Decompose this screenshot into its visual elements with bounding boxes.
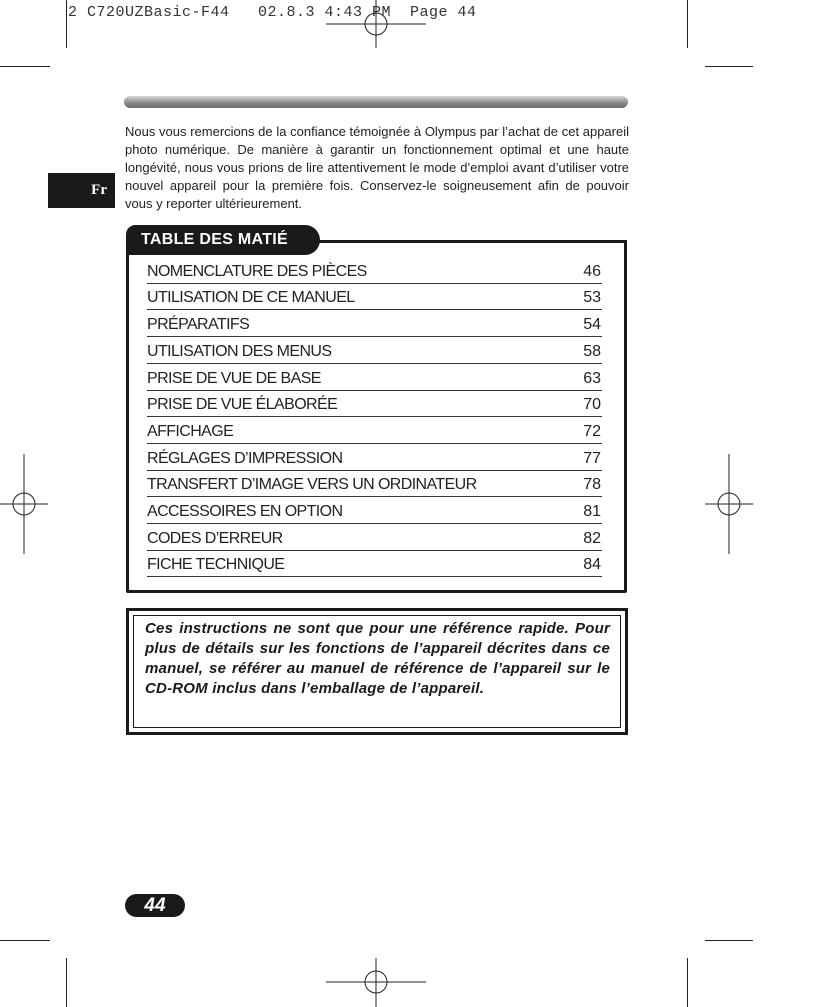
toc-entry-page: 77 [583,449,601,467]
toc-entry [147,311,602,337]
toc-entry [147,391,602,417]
toc-entry [147,338,602,364]
toc-entry-page: 78 [583,476,601,494]
toc-entry [147,552,602,578]
toc-entry-label: PRISE DE VUE DE BASE [147,369,321,387]
toc-entry-page: 63 [583,369,601,387]
toc-entry-page: 53 [583,289,601,307]
language-tab: Fr [48,173,115,208]
toc-entry-label: ACCESSOIRES EN OPTION [147,502,343,520]
print-slug: 2 C720UZBasic-F44 02.8.3 4:43 PM Page 44 [68,4,477,21]
intro-paragraph: Nous vous remercions de la confiance témoignée à Olympus par l’achat de cet appareil photo numérique. De manière à garantir un fonctionnement optimal et une haute longévité, nous vous prions de lire attentivement le mode d’emploi avant d’utiliser votre nouvel appareil pour la première fois. Conservez-le soigneusement afin de pouvoir vous y reporter ultérieurement. [125,124,629,211]
toc-entry-label: TRANSFERT D’IMAGE VERS UN ORDINATEUR [147,476,477,494]
toc-entry-page: 81 [583,502,601,520]
toc-entry-label: PRÉPARATIFS [147,316,250,334]
registration-mark-bottom-icon [326,958,426,1007]
toc-entry [147,418,602,444]
toc-entry [147,285,602,311]
toc-entry-page: 70 [583,396,601,414]
header-bar [124,96,628,108]
registration-mark-left-icon [0,454,48,554]
toc-entry-label: RÉGLAGES D’IMPRESSION [147,449,343,467]
registration-mark-top-icon [326,0,426,48]
toc-entry-label: CODES D’ERREUR [147,529,283,547]
toc-entry-label: FICHE TECHNIQUE [147,556,285,574]
registration-mark-right-icon [705,454,753,554]
toc-entry [147,472,602,498]
toc-entry [147,445,602,471]
toc-entry-label: UTILISATION DES MENUS [147,342,332,360]
toc-entry [147,498,602,524]
note-text: Ces instructions ne sont que pour une référence rapide. Pour plus de détails sur les fonctions de l’appareil décrites dans ce manuel, se référer au manuel de référence de l’appareil sur le CD-ROM inclus dans l’emballage de l’appareil. [145,620,610,697]
toc-entry-label: AFFICHAGE [147,422,234,440]
toc-title: TABLE DES MATIÉ [126,225,320,255]
toc-entry-page: 72 [583,422,601,440]
toc-list [147,258,602,578]
toc-entry-label: NOMENCLATURE DES PIÈCES [147,262,367,280]
toc-entry [147,365,602,391]
toc-entry [147,525,602,551]
toc-entry-label: PRISE DE VUE ÉLABORÉE [147,396,338,414]
toc-entry [147,258,602,284]
toc-entry-page: 58 [583,342,601,360]
page-number: 44 [125,894,185,917]
toc-entry-label: UTILISATION DE CE MANUEL [147,289,355,307]
toc-entry-page: 82 [583,529,601,547]
toc-entry-page: 84 [583,556,601,574]
toc-entry-page: 54 [583,316,601,334]
toc-entry-page: 46 [583,262,601,280]
